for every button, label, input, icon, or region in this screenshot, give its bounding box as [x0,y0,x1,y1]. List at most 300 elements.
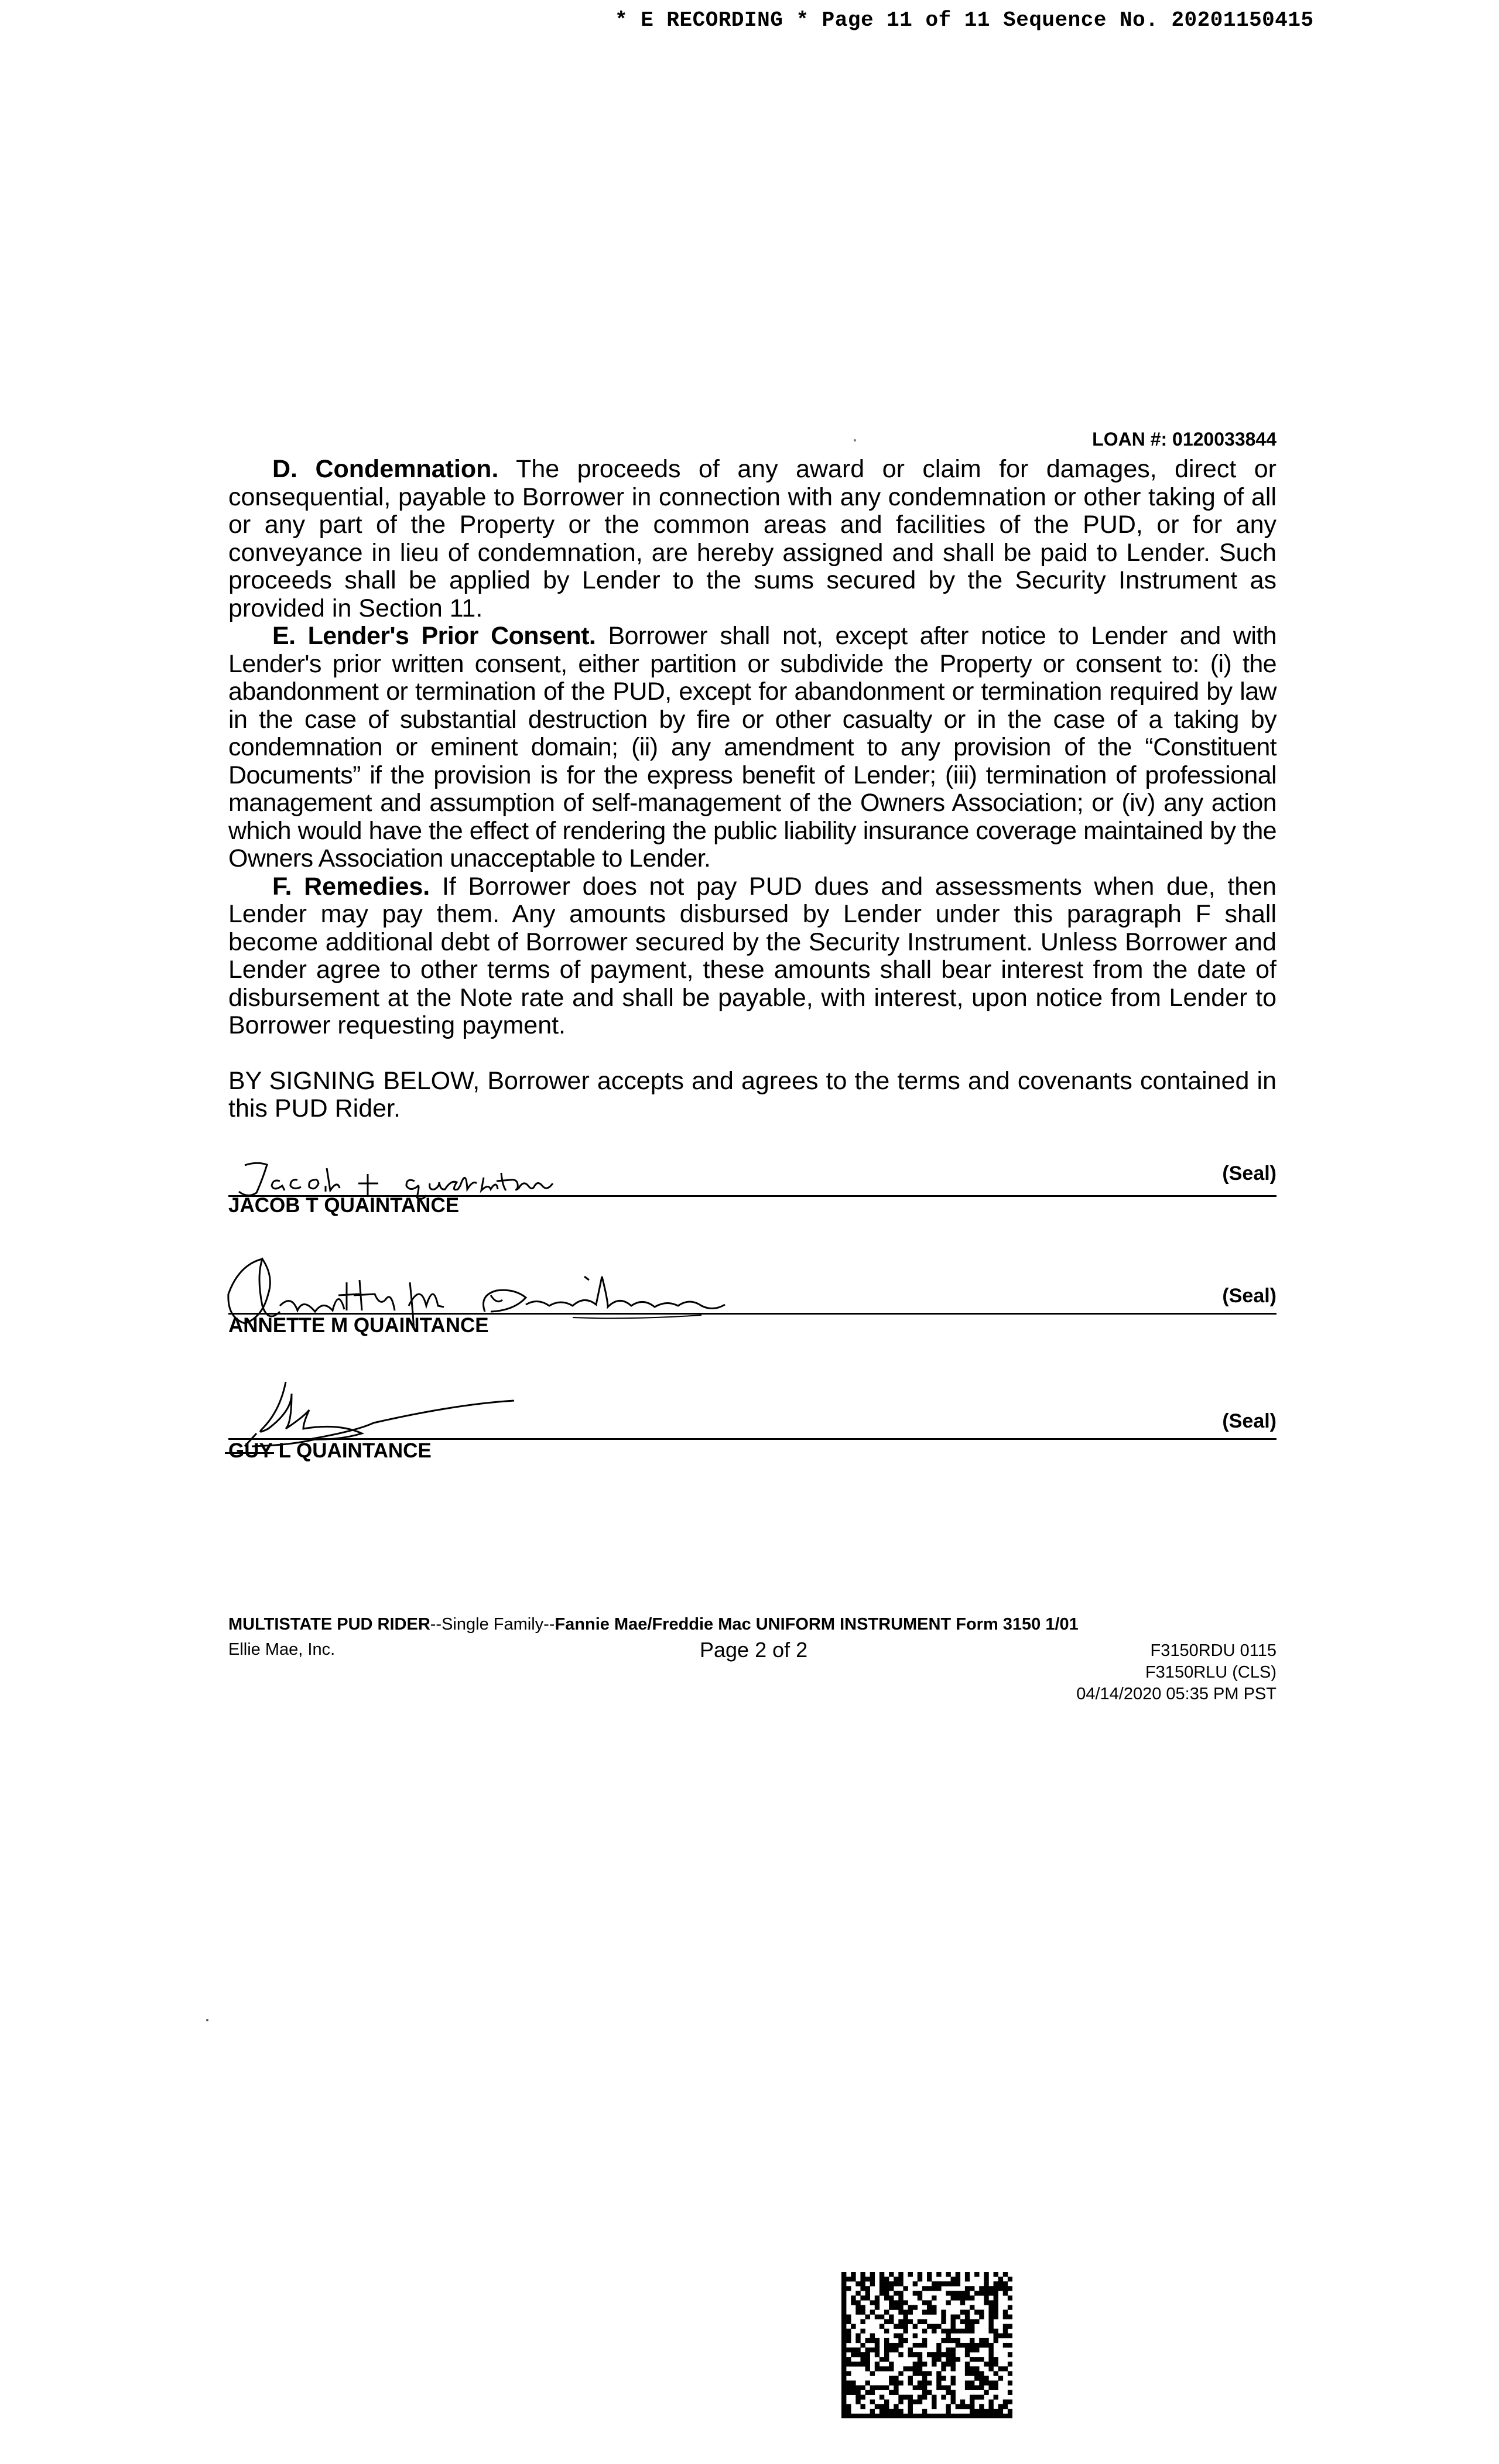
barcode-cell [941,2310,946,2315]
barcode-cell [998,2277,1003,2281]
barcode-cell [984,2414,988,2418]
barcode-cell [932,2329,936,2333]
barcode-cell [922,2343,927,2347]
barcode-cell [951,2380,956,2385]
barcode-cell [951,2291,956,2295]
barcode-cell [889,2281,894,2286]
barcode-cell [946,2409,950,2414]
barcode-cell [879,2386,884,2390]
barcode-cell [951,2376,956,2380]
barcode-cell [979,2414,984,2418]
barcode-cell [846,2380,851,2385]
barcode-cell [1003,2324,1008,2329]
barcode-cell [998,2376,1003,2380]
barcode-cell [855,2281,860,2286]
barcode-cell [860,2357,865,2362]
barcode-cell [994,2414,998,2418]
barcode-cell [903,2366,908,2371]
barcode-cell [979,2310,984,2315]
barcode-cell [936,2386,941,2390]
barcode-cell [841,2300,846,2305]
barcode-cell [855,2305,860,2309]
barcode-cell [1008,2362,1012,2366]
section-lenders-prior-consent [228,622,1276,873]
barcode-cell [998,2366,1003,2371]
barcode-cell [932,2395,936,2400]
barcode-cell [932,2286,936,2291]
barcode-cell [998,2409,1003,2414]
barcode-cell [841,2352,846,2357]
barcode-cell [875,2295,879,2300]
spacer [228,1040,1276,1067]
barcode-cell [932,2352,936,2357]
barcode-cell [951,2277,956,2281]
barcode-cell [860,2277,865,2281]
barcode-cell [894,2277,898,2281]
recording-header: * E RECORDING * Page 11 of 11 Sequence No. 20201150415 [615,8,1314,32]
barcode-cell [851,2324,855,2329]
barcode-cell [903,2300,908,2305]
barcode-cell [941,2366,946,2371]
barcode-cell [956,2404,960,2409]
barcode-cell [841,2295,846,2300]
barcode-cell [879,2281,884,2286]
barcode-cell [898,2277,903,2281]
barcode-cell [946,2272,950,2277]
barcode-cell [846,2329,851,2333]
barcode-cell [851,2300,855,2305]
form-codes [1076,1640,1276,1705]
barcode-cell [860,2329,865,2333]
barcode-cell [922,2329,927,2333]
barcode-cell [970,2395,974,2400]
barcode-cell [994,2300,998,2305]
barcode-cell [1003,2333,1008,2338]
barcode-cell [903,2324,908,2329]
barcode-cell [875,2386,879,2390]
barcode-cell [1008,2414,1012,2418]
barcode-cell [984,2338,988,2343]
signer-name [228,1439,432,1463]
barcode-cell [879,2409,884,2414]
barcode-cell [913,2400,918,2404]
barcode-cell [936,2376,941,2380]
barcode-cell [860,2404,865,2409]
barcode-cell [898,2343,903,2347]
barcode-cell [841,2371,846,2376]
barcode-cell [970,2414,974,2418]
barcode-cell [894,2386,898,2390]
barcode-cell [865,2380,870,2385]
barcode-cell [870,2347,875,2352]
barcode-cell [898,2310,903,2315]
barcode-cell [932,2324,936,2329]
barcode-cell [908,2319,913,2324]
barcode-cell [984,2300,988,2305]
barcode-cell [927,2310,932,2315]
barcode-cell [970,2404,974,2409]
barcode-cell [922,2376,927,2380]
barcode-cell [946,2390,950,2395]
barcode-cell [979,2291,984,2295]
barcode-cell [970,2347,974,2352]
barcode-cell [960,2319,965,2324]
barcode-cell [922,2338,927,2343]
barcode-cell [860,2362,865,2366]
barcode-cell [851,2347,855,2352]
barcode-cell [875,2315,879,2319]
barcode-cell [870,2300,875,2305]
barcode-cell [1003,2272,1008,2277]
barcode-cell [841,2347,846,2352]
barcode-cell [994,2310,998,2315]
barcode-cell [884,2277,889,2281]
barcode-cell [936,2352,941,2357]
barcode-cell [870,2333,875,2338]
barcode-cell [889,2319,894,2324]
barcode-cell [894,2376,898,2380]
page-number: Page 2 of 2 [700,1638,808,1662]
barcode-cell [1003,2329,1008,2333]
barcode-cell [841,2366,846,2371]
barcode-cell [988,2343,993,2347]
barcode-cell [970,2400,974,2404]
struck-name: GUY [228,1439,273,1462]
barcode-cell [851,2380,855,2385]
barcode-cell [855,2386,860,2390]
barcode-cell [841,2362,846,2366]
barcode-cell [851,2295,855,2300]
barcode-cell [918,2371,922,2376]
barcode-cell [988,2366,993,2371]
barcode-cell [994,2281,998,2286]
barcode-cell [898,2291,903,2295]
barcode-cell [855,2333,860,2338]
barcode-cell [851,2352,855,2357]
barcode-cell [846,2277,851,2281]
barcode-cell [965,2310,970,2315]
barcode-cell [870,2371,875,2376]
barcode-cell [936,2357,941,2362]
barcode-cell [994,2329,998,2333]
barcode-cell [984,2390,988,2395]
barcode-cell [913,2386,918,2390]
barcode-cell [970,2357,974,2362]
barcode-cell [988,2291,993,2295]
barcode-cell [946,2347,950,2352]
barcode-cell [865,2352,870,2357]
barcode-cell [889,2409,894,2414]
barcode-cell [865,2315,870,2319]
barcode-cell [841,2333,846,2338]
barcode-cell [922,2362,927,2366]
barcode-cell [841,2338,846,2343]
barcode-cell [941,2319,946,2324]
barcode-cell [932,2281,936,2286]
section-heading: F. Remedies. [272,872,430,901]
barcode-cell [841,2277,846,2281]
barcode-cell [884,2319,889,2324]
barcode-cell [1003,2291,1008,2295]
barcode-cell [984,2295,988,2300]
barcode-cell [1008,2352,1012,2357]
barcode-cell [898,2400,903,2404]
barcode-cell [918,2352,922,2357]
barcode-cell [965,2272,970,2277]
barcode-cell [841,2386,846,2390]
barcode-cell [841,2343,846,2347]
barcode-cell [1003,2400,1008,2404]
barcode-cell [988,2305,993,2309]
barcode-cell [984,2380,988,2385]
barcode-cell [913,2291,918,2295]
barcode-cell [932,2400,936,2404]
barcode-cell [879,2286,884,2291]
seal-label: (Seal) [1222,1410,1276,1432]
barcode-cell [841,2324,846,2329]
barcode-cell [918,2277,922,2281]
barcode-cell [908,2347,913,2352]
barcode-cell [974,2310,979,2315]
barcode-cell [956,2277,960,2281]
barcode-cell [884,2352,889,2357]
barcode-cell [956,2414,960,2418]
barcode-cell [994,2362,998,2366]
barcode-cell [918,2400,922,2404]
barcode-cell [994,2371,998,2376]
barcode-cell [988,2414,993,2418]
form-timestamp: 04/14/2020 05:35 PM PST [1076,1685,1276,1703]
barcode-cell [936,2371,941,2376]
barcode-cell [898,2295,903,2300]
barcode-cell [965,2315,970,2319]
barcode-cell [884,2310,889,2315]
barcode-cell [908,2409,913,2414]
barcode-cell [994,2272,998,2277]
form-title-part: MULTISTATE PUD RIDER [228,1615,430,1634]
barcode-cell [941,2352,946,2357]
barcode-cell [932,2414,936,2418]
barcode-cell [860,2395,865,2400]
barcode-cell [951,2347,956,2352]
barcode-cell [894,2333,898,2338]
barcode-cell [851,2386,855,2390]
rider-body [228,456,1276,1123]
barcode-cell [889,2315,894,2319]
barcode-cell [860,2305,865,2309]
barcode-cell [855,2291,860,2295]
barcode-cell [841,2291,846,2295]
barcode-cell [898,2371,903,2376]
barcode-cell [889,2295,894,2300]
barcode-cell [875,2362,879,2366]
barcode-cell [970,2343,974,2347]
barcode-cell [974,2371,979,2376]
barcode-cell [875,2300,879,2305]
barcode-cell [951,2414,956,2418]
barcode-cell [960,2300,965,2305]
barcode-cell [965,2371,970,2376]
barcode-cell [841,2400,846,2404]
barcode-cell [936,2343,941,2347]
form-title-part: Fannie Mae/Freddie Mac UNIFORM INSTRUMENT Form 3150 1/01 [555,1615,1079,1634]
barcode-cell [984,2376,988,2380]
barcode-cell [946,2333,950,2338]
barcode-cell [841,2310,846,2315]
barcode-cell [846,2404,851,2409]
barcode-cell [946,2291,950,2295]
barcode-cell [970,2386,974,2390]
barcode-cell [994,2409,998,2414]
barcode-cell [998,2286,1003,2291]
barcode-cell [1008,2315,1012,2319]
barcode-cell [974,2343,979,2347]
barcode-cell [994,2380,998,2385]
barcode-cell [898,2333,903,2338]
barcode-cell [956,2291,960,2295]
barcode-cell [870,2277,875,2281]
barcode-cell [936,2324,941,2329]
barcode-cell [894,2324,898,2329]
barcode-cell [841,2272,846,2277]
barcode-cell [846,2315,851,2319]
barcode-cell [988,2286,993,2291]
barcode-cell [908,2400,913,2404]
barcode-cell [903,2319,908,2324]
barcode-cell [988,2310,993,2315]
barcode-cell [932,2404,936,2409]
barcode-cell [988,2380,993,2385]
barcode-cell [960,2400,965,2404]
barcode-cell [846,2286,851,2291]
barcode-cell [851,2414,855,2418]
barcode-cell [841,2390,846,2395]
barcode-cell [918,2386,922,2390]
barcode-cell [851,2277,855,2281]
barcode-cell [965,2414,970,2418]
barcode-cell [1003,2315,1008,2319]
barcode-cell [879,2324,884,2329]
barcode-cell [960,2310,965,2315]
seal-label: (Seal) [1222,1285,1276,1307]
barcode-cell [1008,2380,1012,2385]
barcode-cell [879,2404,884,2409]
barcode-cell [913,2343,918,2347]
barcode-cell [970,2371,974,2376]
barcode-cell [913,2305,918,2309]
barcode-cell [951,2329,956,2333]
2d-barcode-icon [841,2272,1012,2418]
barcode-cell [855,2300,860,2305]
barcode-cell [860,2286,865,2291]
barcode-cell [898,2272,903,2277]
vendor-name: Ellie Mae, Inc. [228,1640,336,1659]
barcode-cell [908,2352,913,2357]
barcode-cell [922,2395,927,2400]
barcode-cell [988,2352,993,2357]
barcode-cell [875,2352,879,2357]
barcode-cell [855,2362,860,2366]
barcode-cell [884,2295,889,2300]
barcode-cell [922,2300,927,2305]
barcode-cell [1008,2277,1012,2281]
barcode-cell [1003,2310,1008,2315]
barcode-cell [965,2352,970,2357]
barcode-cell [846,2386,851,2390]
barcode-cell [984,2291,988,2295]
barcode-cell [956,2295,960,2300]
barcode-cell [974,2272,979,2277]
barcode-cell [946,2300,950,2305]
barcode-cell [879,2395,884,2400]
barcode-cell [927,2277,932,2281]
barcode-cell [889,2380,894,2385]
barcode-cell [960,2329,965,2333]
barcode-cell [851,2362,855,2366]
barcode-cell [979,2343,984,2347]
barcode-cell [988,2404,993,2409]
barcode-cell [1008,2343,1012,2347]
barcode-cell [979,2404,984,2409]
barcode-cell [984,2281,988,2286]
barcode-cell [841,2409,846,2414]
barcode-cell [846,2338,851,2343]
barcode-cell [927,2352,932,2357]
signer-name: JACOB T QUAINTANCE [228,1194,460,1217]
barcode-cell [908,2376,913,2380]
barcode-cell [932,2362,936,2366]
barcode-cell [884,2291,889,2295]
barcode-cell [960,2291,965,2295]
barcode-cell [870,2390,875,2395]
barcode-cell [994,2295,998,2300]
barcode-cell [922,2386,927,2390]
barcode-cell [875,2414,879,2418]
barcode-cell [884,2357,889,2362]
barcode-cell [841,2395,846,2400]
barcode-cell [918,2414,922,2418]
barcode-cell [875,2347,879,2352]
barcode-cell [965,2404,970,2409]
barcode-cell [965,2362,970,2366]
barcode-cell [946,2352,950,2357]
barcode-cell [951,2400,956,2404]
barcode-cell [865,2362,870,2366]
barcode-cell [988,2409,993,2414]
barcode-cell [1008,2333,1012,2338]
barcode-cell [841,2319,846,2324]
barcode-cell [855,2347,860,2352]
barcode-cell [951,2315,956,2319]
barcode-cell [988,2347,993,2352]
barcode-cell [988,2357,993,2362]
barcode-cell [918,2272,922,2277]
barcode-cell [927,2380,932,2385]
barcode-cell [903,2310,908,2315]
barcode-cell [870,2310,875,2315]
barcode-cell [946,2357,950,2362]
barcode-cell [956,2338,960,2343]
barcode-cell [979,2376,984,2380]
barcode-cell [979,2315,984,2319]
barcode-cell [875,2366,879,2371]
barcode-cell [898,2281,903,2286]
barcode-cell [941,2329,946,2333]
barcode-cell [965,2286,970,2291]
barcode-cell [988,2300,993,2305]
barcode-cell [956,2315,960,2319]
barcode-cell [922,2380,927,2385]
